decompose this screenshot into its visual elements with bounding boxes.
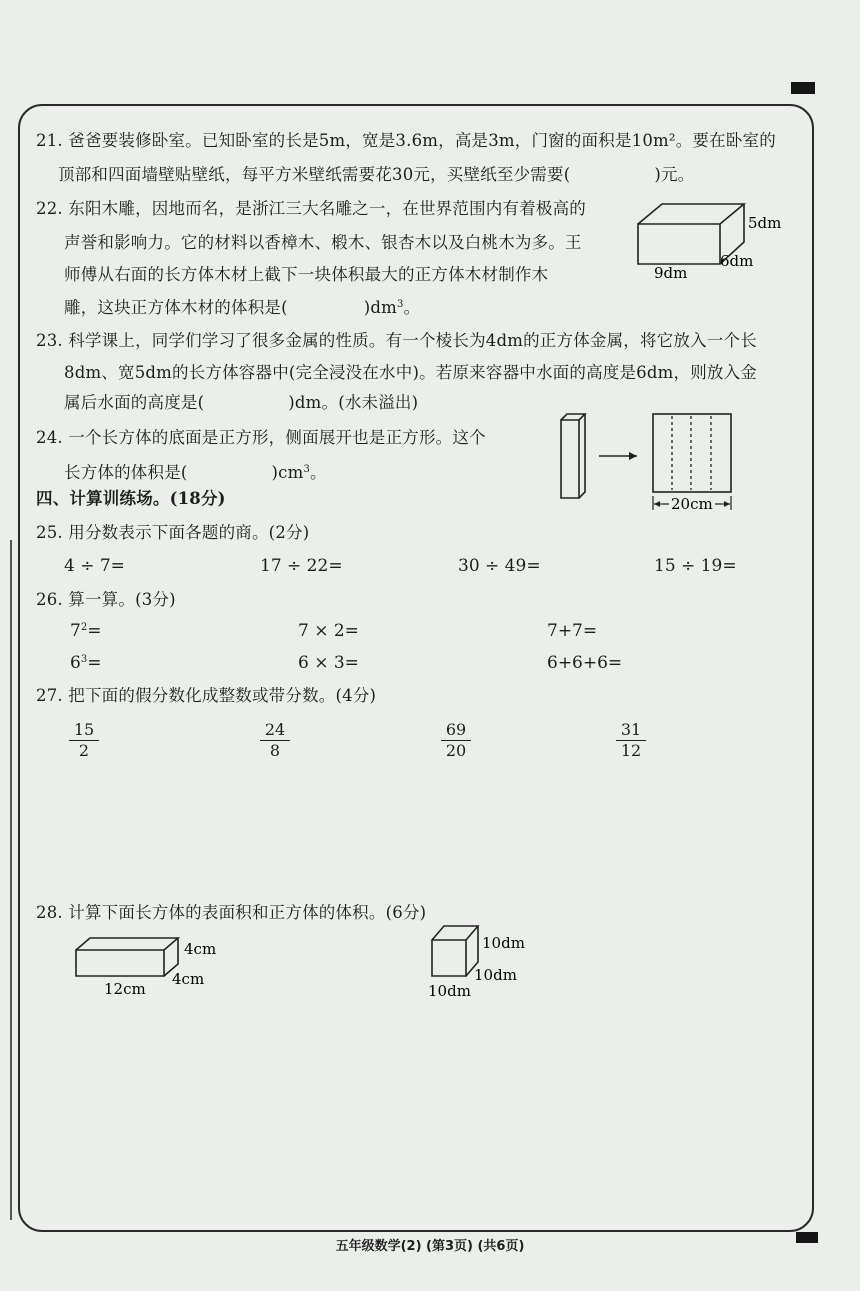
q26-title: 26. 算一算。(3分) (36, 590, 176, 609)
q24-text-a: 长方体的体积是( (64, 463, 188, 482)
q23-line1: 23. 科学课上，同学们学习了很多金属的性质。有一个棱长为4dm的正方体金属，将它放入一个长 (36, 331, 757, 350)
q22-line4 (64, 295, 420, 318)
q23-text-a: 属后水面的高度是( (64, 393, 205, 412)
q22-label-length: 9dm (654, 264, 688, 282)
q24-unfolding-figure (555, 410, 755, 520)
q22-line3: 师傅从右面的长方体木材上截下一块体积最大的正方体木材制作木 (64, 265, 549, 284)
q22-cuboid-figure (630, 196, 790, 286)
q28-cube-width: 10dm (474, 966, 517, 984)
q28-cuboid-width: 4cm (172, 970, 205, 988)
q25-item-4: 15 ÷ 19= (654, 556, 737, 576)
q23-text-b: )dm。(水未溢出) (288, 393, 419, 412)
q22-line1: 22. 东阳木雕，因地而名，是浙江三大名雕之一，在世界范围内有着极高的 (36, 199, 586, 218)
q21-text-a: 顶部和四面墙壁贴壁纸，每平方米壁纸需要花30元，买壁纸至少需要( (58, 165, 571, 184)
q27-title: 27. 把下面的假分数化成整数或带分数。(4分) (36, 686, 377, 705)
q27-fraction-1: $\frac{15}{2}$ (69, 721, 99, 760)
q28-cube-length: 10dm (428, 982, 471, 1000)
q21-line1: 21. 爸爸要装修卧室。已知卧室的长是5m，宽是3.6m，高是3m，门窗的面积是10m²。要在卧室的 (36, 131, 776, 150)
q28-cube-height: 10dm (482, 934, 525, 952)
q28-cuboid-height: 4cm (184, 940, 217, 958)
section4-title: 四、计算训练场。(18分) (36, 489, 226, 508)
q25-item-3: 30 ÷ 49= (458, 556, 541, 576)
q27-fraction-2: $\frac{24}{8}$ (260, 721, 290, 760)
q26-r2-item-1: $6^3=$ (70, 653, 102, 673)
q22-label-width: 6dm (720, 252, 754, 270)
registration-mark-top (791, 82, 815, 94)
q24-line1: 24. 一个长方体的底面是正方形，侧面展开也是正方形。这个 (36, 428, 486, 447)
q25-item-1: 4 ÷ 7= (64, 556, 125, 576)
q25-item-2: 17 ÷ 22= (260, 556, 343, 576)
q27-fraction-4: $\frac{31}{12}$ (616, 721, 646, 760)
q21-line2 (58, 165, 694, 185)
q28-cuboid-length: 12cm (104, 980, 146, 998)
q28-cube-figure (424, 920, 544, 1002)
q26-r2-item-3: 6+6+6= (547, 653, 623, 673)
q21-text-b: )元。 (654, 165, 695, 184)
q27-fraction-3: $\frac{69}{20}$ (441, 721, 471, 760)
q22-text-a: 雕，这块正方体木材的体积是( (64, 298, 288, 317)
q26-r1-item-2: 7 × 2= (298, 621, 359, 641)
q22-line2: 声誉和影响力。它的材料以香樟木、椴木、银杏木以及白桃木为多。王 (64, 233, 582, 252)
q23-line2: 8dm、宽5dm的长方体容器中(完全浸没在水中)。若原来容器中水面的高度是6dm，则放入金 (64, 363, 757, 382)
q22-text-b: )dm (363, 298, 397, 317)
q28-title: 28. 计算下面长方体的表面积和正方体的体积。(6分) (36, 903, 427, 922)
q28-cuboid-figure (70, 932, 240, 1002)
q26-r2-item-2: 6 × 3= (298, 653, 359, 673)
q23-line3 (64, 393, 418, 413)
q22-unit-exponent: 3 (397, 299, 404, 310)
q24-label-width: 20cm (671, 495, 713, 513)
q22-label-height: 5dm (748, 214, 782, 232)
q24-text-b: )cm (271, 463, 304, 482)
q26-r1-item-3: 7+7= (547, 621, 598, 641)
q26-r1-item-1: $7^2=$ (70, 621, 102, 641)
q25-title: 25. 用分数表示下面各题的商。(2分) (36, 523, 310, 542)
q24-unit-exponent: 3 (303, 464, 311, 475)
q22-text-c: 。 (403, 298, 421, 317)
page-edge-line (10, 540, 12, 1220)
page-footer: 五年级数学(2) (第3页) (共6页) (335, 1239, 525, 1254)
q24-line2 (64, 460, 327, 483)
q24-text-c: 。 (310, 463, 327, 482)
